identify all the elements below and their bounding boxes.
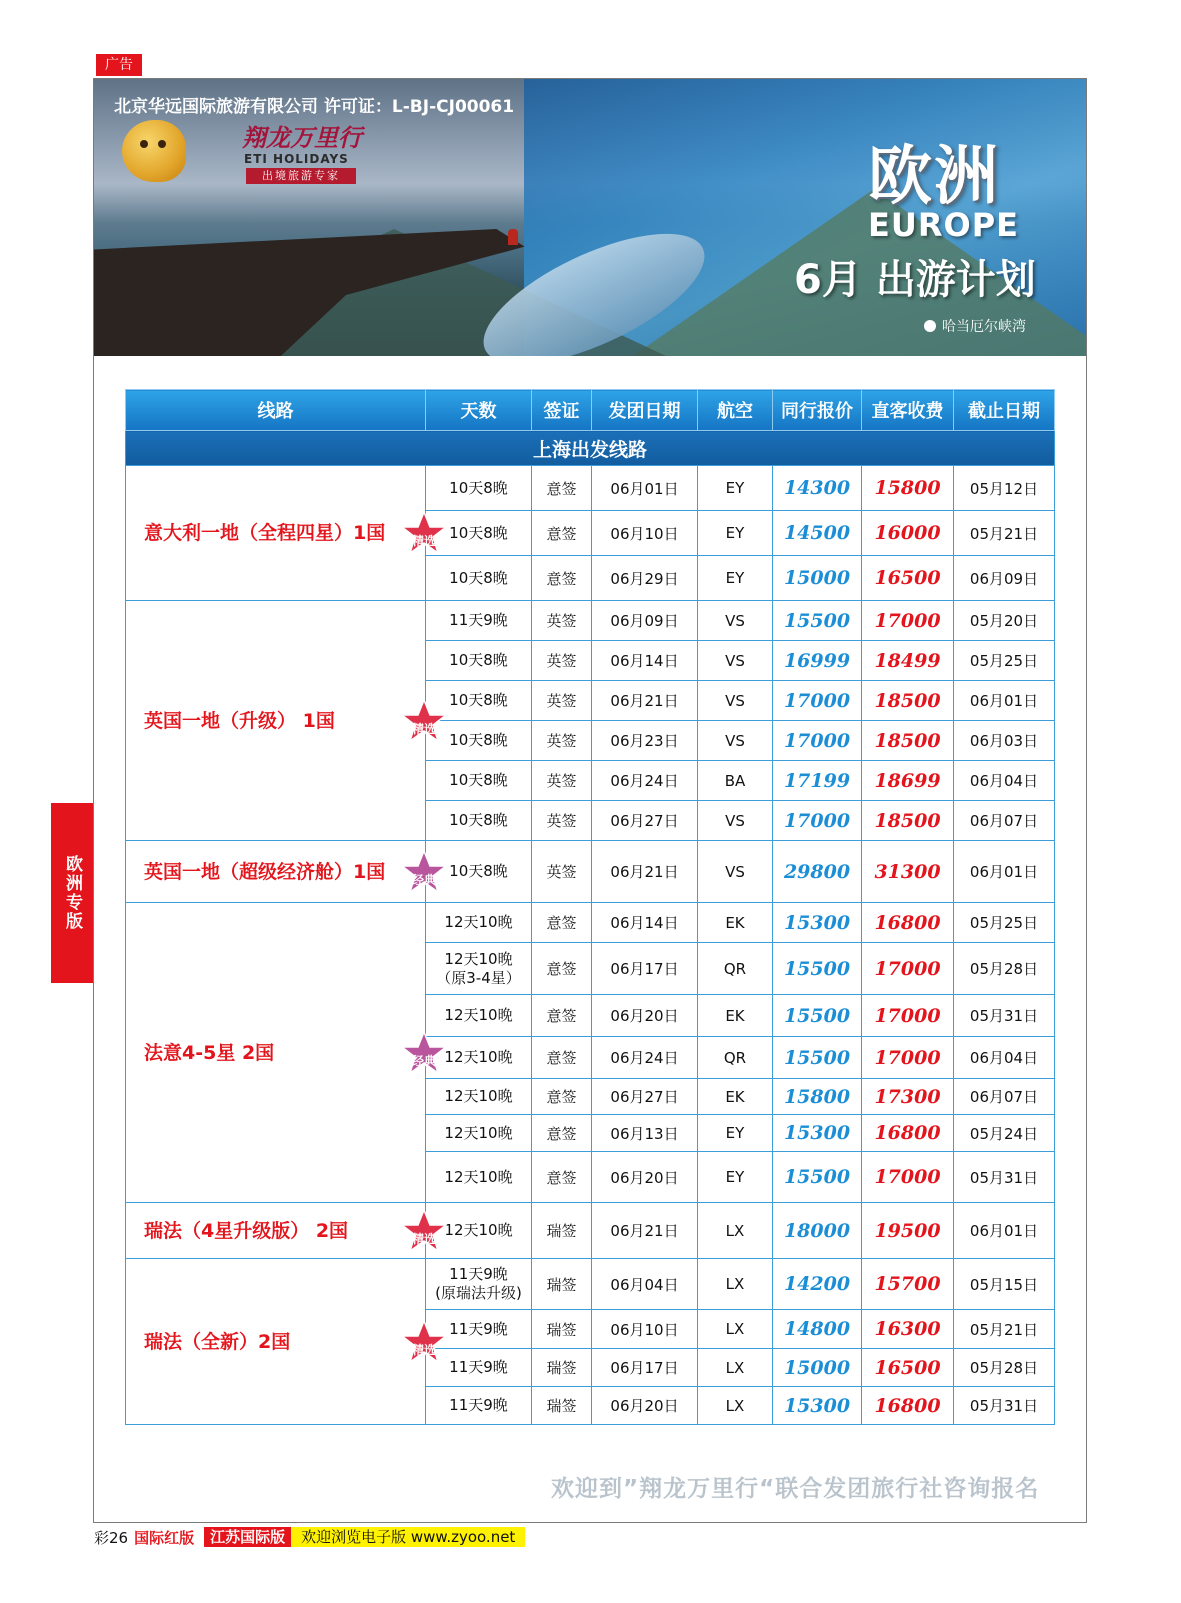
direct-price-cell: 31300 [862, 841, 954, 903]
days-cell [426, 641, 532, 681]
departure-date-cell: 06月27日 [592, 801, 698, 841]
deadline-cell: 05月20日 [954, 601, 1055, 641]
airline-cell: EY [698, 556, 773, 601]
visa-cell: 瑞签 [532, 1310, 592, 1349]
airline-cell: EK [698, 995, 773, 1037]
table-row [126, 903, 1055, 943]
departure-date-cell: 06月13日 [592, 1115, 698, 1152]
visa-cell: 意签 [532, 466, 592, 511]
company-license: 北京华远国际旅游有限公司 许可证：L-BJ-CJ00061 [114, 97, 515, 117]
peer-price-cell: 16999 [773, 641, 862, 681]
peer-price-cell: 17000 [773, 801, 862, 841]
visa-cell: 英签 [532, 641, 592, 681]
edition-label: 国际红版 [134, 1528, 195, 1547]
visa-cell: 瑞签 [532, 1259, 592, 1310]
section-title: 上海出发线路 [126, 431, 1055, 466]
direct-price-cell: 17000 [862, 995, 954, 1037]
peer-price-cell: 15500 [773, 943, 862, 995]
airline-cell: VS [698, 681, 773, 721]
direct-price-cell: 19500 [862, 1203, 954, 1259]
departure-date-cell: 06月01日 [592, 466, 698, 511]
direct-price-cell: 17000 [862, 1037, 954, 1079]
airline-cell: VS [698, 841, 773, 903]
departure-date-cell: 06月24日 [592, 1037, 698, 1079]
logo-name-en: ETI HOLIDAYS [244, 152, 349, 166]
route-name [126, 1203, 436, 1259]
departure-date-cell: 06月04日 [592, 1259, 698, 1310]
footer [94, 1527, 525, 1547]
column-header: 同行报价 [773, 390, 862, 431]
deadline-cell: 05月31日 [954, 995, 1055, 1037]
peer-price-cell: 15800 [773, 1079, 862, 1115]
departure-date-cell: 06月21日 [592, 681, 698, 721]
direct-price-cell: 17000 [862, 1152, 954, 1203]
direct-price-cell: 16300 [862, 1310, 954, 1349]
badge-star-icon [401, 850, 447, 894]
days-value: 12天10晚 [444, 1123, 513, 1142]
deadline-cell: 05月24日 [954, 1115, 1055, 1152]
deadline-cell: 06月04日 [954, 761, 1055, 801]
visa-cell: 意签 [532, 556, 592, 601]
peer-price-cell: 14300 [773, 466, 862, 511]
ad-tag: 广告 [96, 54, 142, 76]
direct-price-cell: 16500 [862, 556, 954, 601]
visa-cell: 意签 [532, 511, 592, 556]
deadline-cell: 05月28日 [954, 943, 1055, 995]
visa-cell: 英签 [532, 601, 592, 641]
route-name [126, 903, 436, 1203]
column-header: 线路 [126, 390, 426, 431]
departure-date-cell: 06月21日 [592, 1203, 698, 1259]
departure-date-cell: 06月27日 [592, 1079, 698, 1115]
route-label: 法意4-5星 2国 [144, 1041, 275, 1064]
route-label: 瑞法（4星升级版） 2国 [144, 1219, 349, 1242]
days-value: 10天8晚 [449, 691, 508, 709]
departure-date-cell: 06月29日 [592, 556, 698, 601]
peer-price-cell: 15300 [773, 1115, 862, 1152]
direct-price-cell: 18699 [862, 761, 954, 801]
table-row [126, 601, 1055, 641]
days-cell [426, 761, 532, 801]
airline-cell: VS [698, 641, 773, 681]
kangaroo-mascot-icon [122, 120, 186, 182]
departure-date-cell: 06月17日 [592, 1349, 698, 1387]
days-cell [426, 466, 532, 511]
deadline-cell: 05月28日 [954, 1349, 1055, 1387]
table-header-row [126, 390, 1055, 431]
route-label: 意大利一地（全程四星）1国 [144, 522, 386, 544]
peer-price-cell: 15500 [773, 1152, 862, 1203]
visa-cell: 英签 [532, 761, 592, 801]
airline-cell: VS [698, 721, 773, 761]
direct-price-cell: 16000 [862, 511, 954, 556]
departure-date-cell: 06月24日 [592, 761, 698, 801]
visa-cell: 意签 [532, 1115, 592, 1152]
route-name [126, 1259, 436, 1425]
airline-cell: EY [698, 1152, 773, 1203]
column-header: 签证 [532, 390, 592, 431]
departure-date-cell: 06月10日 [592, 1310, 698, 1349]
direct-price-cell: 16800 [862, 903, 954, 943]
badge-star-icon [401, 1031, 447, 1075]
departure-date-cell: 06月17日 [592, 943, 698, 995]
days-cell [426, 601, 532, 641]
peer-price-cell: 17000 [773, 681, 862, 721]
column-header: 截止日期 [954, 390, 1055, 431]
days-cell [426, 1115, 532, 1152]
direct-price-cell: 18500 [862, 721, 954, 761]
peer-price-cell: 15300 [773, 1387, 862, 1425]
page-number: 彩26 [94, 1528, 129, 1547]
peer-price-cell: 14200 [773, 1259, 862, 1310]
departure-date-cell: 06月23日 [592, 721, 698, 761]
airline-cell: LX [698, 1259, 773, 1310]
peer-price-cell: 14500 [773, 511, 862, 556]
visa-cell: 意签 [532, 943, 592, 995]
badge-star-icon [401, 1320, 447, 1364]
table-row [126, 1259, 1055, 1310]
direct-price-cell: 16800 [862, 1115, 954, 1152]
direct-price-cell: 15700 [862, 1259, 954, 1310]
logo-name-cn: 翔龙万里行 [242, 123, 362, 152]
visa-cell: 瑞签 [532, 1349, 592, 1387]
deadline-cell: 05月15日 [954, 1259, 1055, 1310]
days-value: 11天9晚 [449, 1319, 508, 1338]
route-table [125, 389, 1055, 1425]
caption-dot-icon [924, 320, 936, 332]
visa-cell: 意签 [532, 903, 592, 943]
table-row [126, 1203, 1055, 1259]
badge-star-icon [401, 699, 447, 743]
peer-price-cell: 14800 [773, 1310, 862, 1349]
days-cell [426, 1259, 532, 1310]
table-row [126, 841, 1055, 903]
peer-price-cell: 15500 [773, 995, 862, 1037]
airline-cell: LX [698, 1203, 773, 1259]
column-header: 直客收费 [862, 390, 954, 431]
departure-date-cell: 06月14日 [592, 903, 698, 943]
deadline-cell: 05月21日 [954, 511, 1055, 556]
banner-title-en: EUROPE [868, 206, 1019, 244]
airline-cell: LX [698, 1310, 773, 1349]
days-cell [426, 1079, 532, 1115]
visa-cell: 意签 [532, 1037, 592, 1079]
website-link[interactable]: 欢迎浏览电子版 www.zyoo.net [291, 1527, 525, 1547]
table-row [126, 466, 1055, 511]
badge-star-icon [401, 511, 447, 555]
section-row [126, 431, 1055, 466]
days-value: 12天10晚 [444, 913, 513, 931]
days-cell [426, 801, 532, 841]
peer-price-cell: 17199 [773, 761, 862, 801]
airline-cell: VS [698, 601, 773, 641]
column-header: 发团日期 [592, 390, 698, 431]
direct-price-cell: 18500 [862, 801, 954, 841]
days-cell [426, 556, 532, 601]
departure-date-cell: 06月14日 [592, 641, 698, 681]
deadline-cell: 06月07日 [954, 801, 1055, 841]
badge-label: 经典 [411, 872, 436, 887]
visa-cell: 意签 [532, 995, 592, 1037]
days-value: 12天10晚 [444, 1167, 513, 1186]
route-name [126, 601, 436, 841]
departure-date-cell: 06月09日 [592, 601, 698, 641]
peer-price-cell: 15500 [773, 1037, 862, 1079]
deadline-cell: 05月21日 [954, 1310, 1055, 1349]
deadline-cell: 06月04日 [954, 1037, 1055, 1079]
deadline-cell: 06月01日 [954, 681, 1055, 721]
deadline-cell: 06月07日 [954, 1079, 1055, 1115]
days-value: 10天8晚 [449, 862, 508, 880]
airline-cell: EK [698, 903, 773, 943]
person-figure [508, 229, 518, 245]
airline-cell: LX [698, 1387, 773, 1425]
deadline-cell: 05月25日 [954, 903, 1055, 943]
visa-cell: 瑞签 [532, 1387, 592, 1425]
days-value: 10天8晚 [449, 651, 508, 669]
side-tab: 欧洲专版 [51, 803, 93, 983]
airline-cell: QR [698, 943, 773, 995]
route-label: 瑞法（全新）2国 [144, 1330, 291, 1353]
days-cell [426, 903, 532, 943]
visa-cell: 英签 [532, 721, 592, 761]
route-name [126, 466, 436, 601]
visa-cell: 意签 [532, 1152, 592, 1203]
visa-cell: 英签 [532, 841, 592, 903]
direct-price-cell: 16800 [862, 1387, 954, 1425]
brand-logo [114, 114, 364, 186]
airline-cell: EY [698, 466, 773, 511]
direct-price-cell: 17000 [862, 943, 954, 995]
deadline-cell: 05月25日 [954, 641, 1055, 681]
peer-price-cell: 15000 [773, 556, 862, 601]
days-value: 12天10晚 [444, 1048, 513, 1066]
visa-cell: 英签 [532, 801, 592, 841]
direct-price-cell: 17300 [862, 1079, 954, 1115]
badge-label: 精选 [411, 534, 436, 548]
airline-cell: EY [698, 511, 773, 556]
airline-cell: LX [698, 1349, 773, 1387]
peer-price-cell: 18000 [773, 1203, 862, 1259]
route-name [126, 841, 436, 903]
peer-price-cell: 15500 [773, 601, 862, 641]
departure-date-cell: 06月20日 [592, 995, 698, 1037]
direct-price-cell: 18499 [862, 641, 954, 681]
days-cell [426, 1387, 532, 1425]
days-value: 12天10晚 [444, 1087, 513, 1105]
peer-price-cell: 15000 [773, 1349, 862, 1387]
deadline-cell: 05月31日 [954, 1387, 1055, 1425]
days-value: 12天10晚 [444, 949, 513, 968]
days-value: 10天8晚 [449, 811, 508, 829]
badge-label: 精选 [411, 721, 436, 736]
welcome-slogan: 欢迎到”翔龙万里行“联合发团旅行社咨询报名 [551, 1476, 1040, 1502]
direct-price-cell: 16500 [862, 1349, 954, 1387]
airline-cell: EY [698, 1115, 773, 1152]
departure-date-cell: 06月20日 [592, 1387, 698, 1425]
deadline-cell: 05月31日 [954, 1152, 1055, 1203]
visa-cell: 意签 [532, 1079, 592, 1115]
visa-cell: 英签 [532, 681, 592, 721]
days-cell [426, 1152, 532, 1203]
departure-date-cell: 06月10日 [592, 511, 698, 556]
deadline-cell: 05月12日 [954, 466, 1055, 511]
airline-cell: BA [698, 761, 773, 801]
route-label: 英国一地（升级） 1国 [144, 709, 335, 732]
days-cell [426, 943, 532, 995]
days-value: 12天10晚 [444, 1221, 513, 1239]
badge-label: 精选 [411, 1342, 436, 1357]
days-note: （原3-4星） [436, 968, 521, 987]
peer-price-cell: 15300 [773, 903, 862, 943]
visa-cell: 瑞签 [532, 1203, 592, 1259]
days-value: 10天8晚 [449, 523, 508, 542]
days-value: 11天9晚 [449, 1265, 508, 1283]
direct-price-cell: 18500 [862, 681, 954, 721]
deadline-cell: 06月01日 [954, 841, 1055, 903]
days-value: 10天8晚 [449, 478, 508, 497]
airline-cell: EK [698, 1079, 773, 1115]
airline-cell: VS [698, 801, 773, 841]
peer-price-cell: 17000 [773, 721, 862, 761]
days-value: 10天8晚 [449, 568, 508, 587]
direct-price-cell: 15800 [862, 466, 954, 511]
departure-date-cell: 06月20日 [592, 1152, 698, 1203]
logo-tagline: 出境旅游专家 [246, 168, 356, 184]
photo-caption: 哈当厄尔峡湾 [924, 316, 1026, 336]
days-value: 12天10晚 [444, 1006, 513, 1024]
departure-date-cell: 06月21日 [592, 841, 698, 903]
banner-title-cn: 欧洲 [868, 140, 1000, 214]
deadline-cell: 06月09日 [954, 556, 1055, 601]
days-value: 11天9晚 [449, 1358, 508, 1376]
days-value: 11天9晚 [449, 611, 508, 629]
badge-label: 精选 [411, 1231, 436, 1246]
days-note: (原瑞法升级) [435, 1284, 522, 1302]
days-value: 10天8晚 [449, 731, 508, 749]
deadline-cell: 06月01日 [954, 1203, 1055, 1259]
days-value: 11天9晚 [449, 1396, 508, 1414]
badge-label: 经典 [411, 1053, 436, 1068]
column-header: 天数 [426, 390, 532, 431]
direct-price-cell: 17000 [862, 601, 954, 641]
deadline-cell: 06月03日 [954, 721, 1055, 761]
route-label: 英国一地（超级经济舱）1国 [144, 860, 386, 883]
days-value: 10天8晚 [449, 771, 508, 789]
region-label: 江苏国际版 [204, 1527, 291, 1547]
banner-subtitle: 6月 出游计划 [794, 257, 1036, 303]
column-header: 航空 [698, 390, 773, 431]
peer-price-cell: 29800 [773, 841, 862, 903]
airline-cell: QR [698, 1037, 773, 1079]
badge-star-icon [401, 1209, 447, 1253]
